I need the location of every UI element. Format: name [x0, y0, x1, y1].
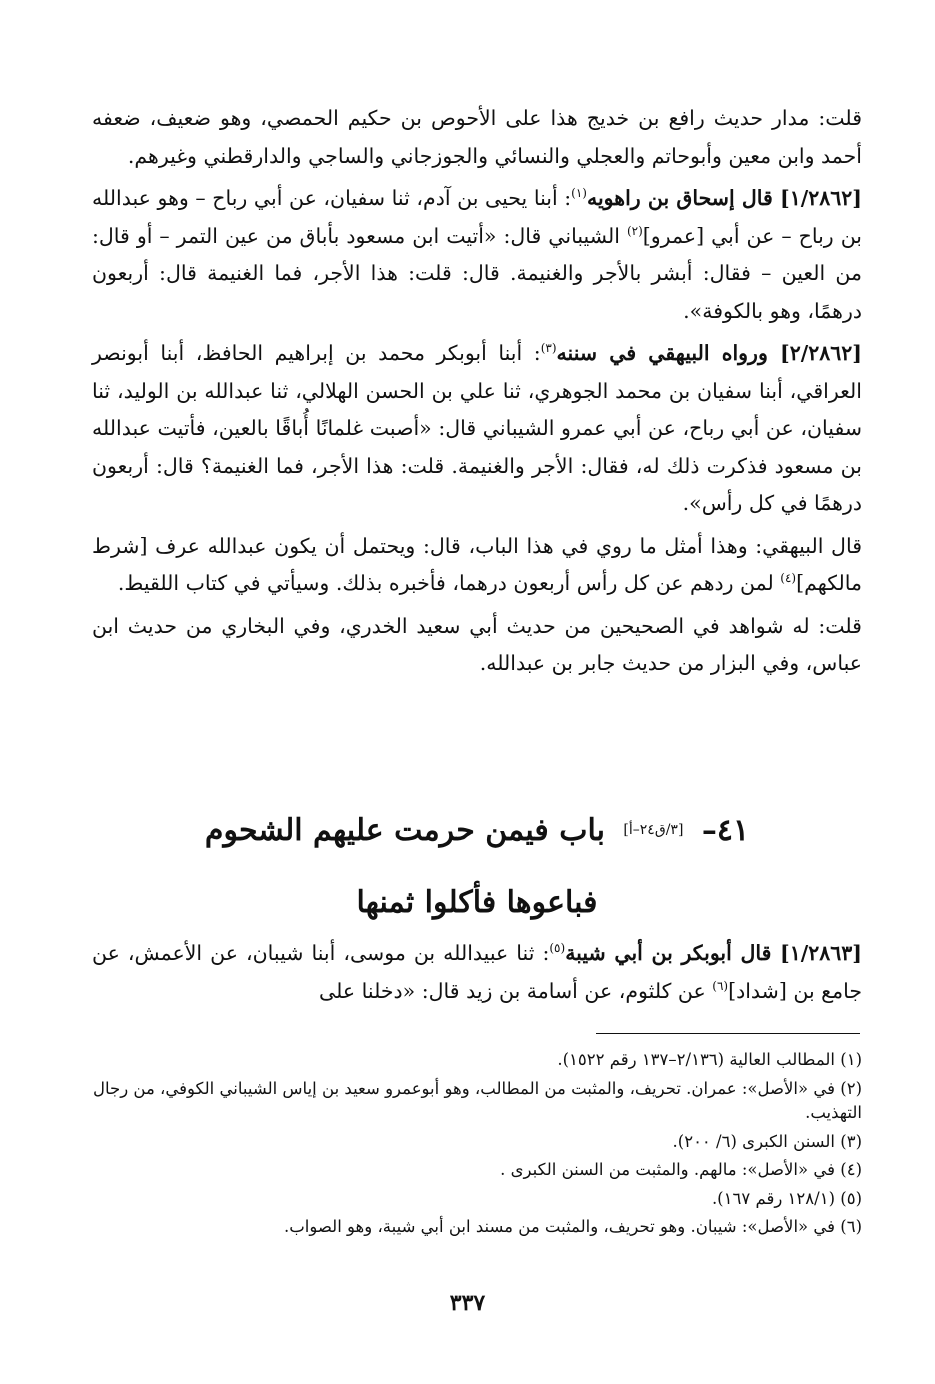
paragraph-5 — [92, 608, 862, 683]
hadith-text — [92, 935, 862, 1015]
paragraph-text: عن كلثوم، عن أسامة بن زيد قال: «دخلنا على — [319, 978, 713, 1003]
footnote: (٤) في «الأصل»: مالهم. والمثبت من السنن الكبرى . — [500, 1160, 862, 1179]
paragraph-text: : ثنا عبيدالله بن موسى، أبنا شيبان، عن الأعمش، عن جامع بن [شداد] — [92, 941, 862, 1003]
footnote-ref: (٦) — [712, 978, 729, 993]
hadith-lead: [٢/٢٨٦٢] ورواه البيهقي في سننه — [556, 341, 862, 365]
paragraph-3 — [92, 335, 862, 523]
footnote-ref: (٣) — [540, 341, 557, 356]
footnote-divider — [596, 1033, 860, 1034]
chapter-heading — [92, 800, 862, 933]
footnote: (٣) السنن الكبرى (٦/ ٢٠٠). — [672, 1131, 862, 1151]
footnote-ref: (١) — [571, 186, 587, 201]
footnote: (٢) في «الأصل»: عمران. تحريف، والمثبت من المطالب، وهو أبوعمرو سعيد بن إياس الشيباني الكوفي، من رجال التهذيب. — [92, 1078, 862, 1122]
footnote: (١) المطالب العالية (٢/١٣٦–١٣٧ رقم ١٥٢٢). — [557, 1050, 862, 1069]
chapter-title-line-2: فباعوها فأكلوا ثمنها — [356, 885, 598, 920]
paragraph-text: قلت: له شواهد في الصحيحين من حديث أبي سعيد الخدري، وفي البخاري من حديث ابن عباس، وفي البزار من حديث جابر بن عبدالله. — [92, 613, 862, 675]
footnotes — [92, 1048, 862, 1244]
manuscript-reference: [٣/ق٢٤–أ] — [623, 822, 684, 838]
paragraph-text: الشيباني قال: «أتيت ابن مسعود بأباق من عين التمر – أو قال: من العين – فقال: أبشر بالأجر والغنيمة. قال: قلت: هذا الأجر، فما الغنيمة قال: أربعون درهمًا، وهو بالكوفة». — [92, 223, 862, 323]
paragraph-text: : أبنا يحيى بن آدم، ثنا سفيان، عن أبي رباح – وهو عبدالله بن رباح – عن أبي [عمرو] — [92, 186, 863, 248]
paragraph-text: قال البيهقي: وهذا أمثل ما روي في هذا الباب، قال: ويحتمل أن يكون عبدالله عرف [شرط مالكهم] — [92, 533, 862, 595]
paragraph-text: لمن ردهم عن كل رأس أربعون درهما، فأخبره بذلك. وسيأتي في كتاب اللقيط. — [117, 571, 781, 595]
paragraph-1 — [92, 100, 862, 175]
chapter-title-line-1 — [92, 800, 862, 861]
footnote-ref: (٢) — [626, 223, 643, 238]
hadith-lead: [١/٢٨٦٢] قال إسحاق بن راهويه — [586, 186, 862, 210]
paragraph-4 — [92, 528, 862, 603]
chapter-title: باب فيمن حرمت عليهم الشحوم — [204, 813, 605, 848]
hadith-lead: [١/٢٨٦٣] قال أبوبكر بن أبي شيبة — [565, 941, 862, 965]
footnote: (٥) (١٢٨/١ رقم ١٦٧). — [711, 1188, 862, 1208]
footnote-ref: (٤) — [780, 571, 797, 586]
chapter-number: ٤١– — [701, 813, 750, 848]
footnote-ref: (٥) — [549, 941, 566, 956]
page-number: ٣٣٧ — [449, 1290, 486, 1316]
paragraph-text: قلت: مدار حديث رافع بن خديج هذا على الأحوص بن حكيم الحمصي، وهو ضعيف، ضعفه أحمد وابن معين وأبوحاتم والعجلي والنسائي والجوزجاني والساجي والدارقطني وغيرهم. — [92, 106, 862, 168]
paragraph-6 — [92, 935, 862, 1010]
paragraph-text: : أبنا أبوبكر محمد بن إبراهيم الحافظ، أبنا أبونصر العراقي، أبنا سفيان بن محمد الجوهري، ثنا علي بن الحسن الهلالي، ثنا عبدالله بن الوليد، ثنا سفيان، عن أبي رباح، عن أبي عمرو الشيباني قال: «أصبت غلمانًا أُباقًا بالعين، فأتيت عبدالله بن مسعود فذكرت ذلك له، فقال: الأجر والغنيمة. قلت: هذا الأجر، فما الغنيمة؟ قال: أربعون درهمًا في كل رأس». — [92, 341, 862, 515]
main-text — [92, 100, 862, 688]
paragraph-2 — [92, 180, 862, 330]
footnote: (٦) في «الأصل»: شيبان. وهو تحريف، والمثبت من مسند ابن أبي شيبة، وهو الصواب. — [283, 1217, 862, 1236]
